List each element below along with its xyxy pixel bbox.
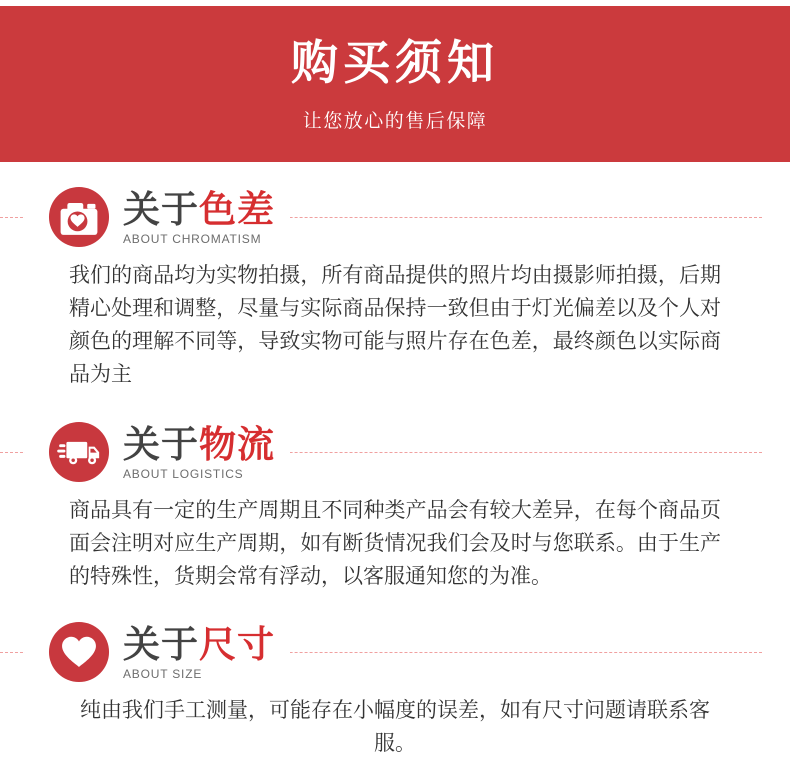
section-title-accent: 尺寸 xyxy=(199,623,275,665)
section-size xyxy=(0,621,790,760)
section-size-header xyxy=(0,621,790,683)
section-chromatism-heading xyxy=(25,186,290,248)
section-chromatism-titles xyxy=(123,189,275,246)
section-logistics-header xyxy=(0,421,790,483)
section-title xyxy=(123,623,275,665)
section-title xyxy=(123,423,275,465)
section-title-accent: 色差 xyxy=(199,188,275,230)
section-subtitle-en: ABOUT LOGISTICS xyxy=(123,466,244,481)
delivery-truck-icon xyxy=(48,421,110,483)
section-chromatism-body: 我们的商品均为实物拍摄，所有商品提供的照片均由摄影师拍摄，后期精心处理和调整，尽量与实际商品保持一致但由于灯光偏差以及个人对颜色的理解不同等，导致实物可能与照片存在色差，最终颜色以实际商品为主 xyxy=(69,264,721,386)
banner-subtitle: 让您放心的售后保障 xyxy=(302,110,488,132)
section-title-accent: 物流 xyxy=(199,423,275,465)
section-size-titles xyxy=(123,624,275,681)
section-chromatism-header xyxy=(0,186,790,248)
camera-heart-icon xyxy=(48,186,110,248)
section-title xyxy=(123,188,275,230)
section-title-prefix: 关于 xyxy=(123,623,199,665)
banner xyxy=(0,6,790,162)
section-logistics-titles xyxy=(123,424,275,481)
heart-icon xyxy=(48,621,110,683)
section-chromatism xyxy=(0,186,790,391)
banner-title: 购买须知 xyxy=(291,36,499,89)
section-size-body: 纯由我们手工测量，可能存在小幅度的误差，如有尺寸问题请联系客服。 xyxy=(80,699,710,755)
section-logistics xyxy=(0,421,790,593)
section-title-prefix: 关于 xyxy=(123,423,199,465)
section-subtitle-en: ABOUT CHROMATISM xyxy=(123,231,262,246)
section-logistics-heading xyxy=(25,421,290,483)
section-subtitle-en: ABOUT SIZE xyxy=(123,666,203,681)
section-title-prefix: 关于 xyxy=(123,188,199,230)
section-logistics-body: 商品具有一定的生产周期且不同种类产品会有较大差异，在每个商品页面会注明对应生产周期，如有断货情况我们会及时与您联系。由于生产的特殊性，货期会常有浮动，以客服通知您的为准。 xyxy=(69,499,721,588)
section-size-heading xyxy=(25,621,290,683)
